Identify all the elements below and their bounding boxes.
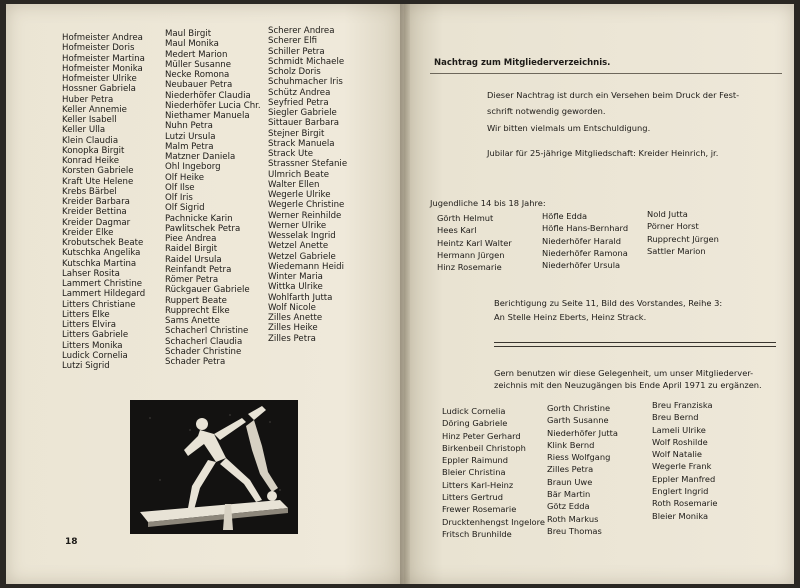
update-line-2: zeichnis mit den Neuzugängen bis Ende April 1971 zu ergänzen.	[494, 380, 762, 390]
member-name: Kutschka Angelika	[62, 248, 141, 259]
member-name: Keller Ulla	[62, 125, 106, 136]
member-name: Lahser Rosita	[62, 268, 120, 279]
member-name: Schütz Andrea	[268, 87, 331, 98]
youth-heading: Jugendliche 14 bis 18 Jahre:	[430, 198, 546, 208]
member-name: Litters Karl-Heinz	[442, 479, 514, 490]
member-name: Nold Jutta	[647, 209, 688, 219]
member-name: Hofmeister Ulrike	[62, 74, 137, 84]
gymnasts-image	[130, 400, 298, 534]
member-name: Schiller Petra	[268, 46, 325, 57]
member-name: Niederhöfer Claudia	[165, 90, 251, 101]
member-name: Rückgauer Gabriele	[165, 285, 250, 296]
member-name: Lutzi Sigrid	[62, 361, 110, 371]
member-name: Eppler Raimund	[442, 455, 509, 466]
member-name: Kreider Bettina	[62, 207, 127, 218]
member-name: Krebs Bärbel	[62, 186, 117, 197]
member-name: Höfle Edda	[542, 211, 588, 221]
member-name: Garth Susanne	[547, 415, 609, 426]
member-name: Konopka Birgit	[62, 145, 125, 156]
member-name: Klein Claudia	[62, 135, 119, 146]
member-name: Ulmrich Beate	[268, 169, 329, 180]
member-name: Scholz Doris	[268, 67, 321, 77]
member-name: Niederhöfer Harald	[542, 235, 622, 246]
member-name: Krobutschek Beate	[62, 238, 144, 248]
intro-line-1: Dieser Nachtrag ist durch ein Versehen beim Druck der Fest-	[487, 90, 740, 100]
member-name: Ohl Ingeborg	[165, 162, 221, 173]
correction-line-1: Berichtigung zu Seite 11, Bild des Vorstandes, Reihe 3:	[494, 298, 723, 308]
member-name: Raidel Ursula	[165, 254, 222, 265]
member-list-column-1	[62, 33, 145, 371]
member-name: Litters Gabriele	[62, 330, 129, 341]
member-name: Hofmeister Monika	[62, 63, 143, 74]
member-name: Klink Bernd	[547, 439, 595, 450]
member-name: Rupprecht Jürgen	[647, 233, 719, 244]
member-name: Niederhöfer Ursula	[542, 260, 621, 271]
member-name: Werner Reinhilde	[268, 210, 342, 221]
member-name: Neubauer Petra	[165, 80, 233, 91]
member-name: Niederhöfer Jutta	[547, 427, 618, 438]
correction-line-2: An Stelle Heinz Eberts, Heinz Strack.	[494, 312, 647, 322]
page-heading: Nachtrag zum Mitgliederverzeichnis.	[434, 58, 611, 68]
apology-text: Wir bitten vielmals um Entschuldigung.	[487, 123, 651, 133]
youth-column-1	[437, 212, 512, 273]
member-name: Walter Ellen	[268, 179, 320, 190]
member-name: Schacherl Christine	[165, 326, 249, 337]
member-name: Lammert Hildegard	[62, 289, 146, 300]
member-name: Scherer Elfi	[268, 36, 318, 47]
new-members-column-2	[547, 402, 618, 537]
member-name: Zilles Petra	[547, 464, 594, 475]
member-name: Necke Romona	[165, 70, 230, 80]
member-name: Schader Petra	[165, 357, 226, 367]
member-name: Bleier Monika	[652, 510, 709, 521]
member-name: Hossner Gabriela	[62, 84, 136, 95]
member-name: Hinz Rosemarie	[437, 262, 502, 273]
member-name: Wiedemann Heidi	[268, 261, 344, 272]
member-name: Malm Petra	[165, 141, 214, 152]
member-name: Korsten Gabriele	[62, 166, 134, 177]
member-name: Ludick Cornelia	[442, 406, 506, 416]
member-name: Wolf Roshilde	[652, 436, 708, 447]
member-name: Pörner Horst	[647, 221, 699, 232]
update-line-1: Gern benutzen wir diese Gelegenheit, um unser Mitgliederver-	[494, 368, 754, 378]
member-name: Englert Ingrid	[652, 486, 709, 497]
member-name: Bleier Christina	[442, 467, 506, 478]
member-name: Sittauer Barbara	[268, 118, 340, 129]
member-name: Sams Anette	[165, 316, 220, 326]
member-name: Kreider Barbara	[62, 197, 130, 207]
member-name: Rupprecht Elke	[165, 305, 230, 316]
member-name: Döring Gabriele	[442, 418, 508, 429]
member-name: Pawlitschek Petra	[165, 223, 241, 234]
member-name: Wolf Natalie	[652, 449, 702, 460]
member-name: Siegler Gabriele	[268, 108, 337, 118]
member-name: Hofmeister Doris	[62, 43, 135, 54]
member-name: Müller Susanne	[165, 59, 232, 70]
member-name: Wegerle Ulrike	[268, 190, 331, 200]
member-name: Sattler Marion	[647, 245, 706, 256]
member-name: Kreider Dagmar	[62, 217, 131, 228]
member-name: Hermann Jürgen	[437, 249, 505, 260]
member-name: Roth Rosemarie	[652, 498, 718, 509]
new-members-column-3	[652, 399, 718, 522]
member-list-column-2	[165, 29, 261, 367]
member-name: Riess Wolfgang	[547, 452, 611, 463]
member-name: Heintz Karl Walter	[437, 237, 512, 248]
member-name: Olf Sigrid	[165, 203, 205, 214]
member-name: Stejner Birgit	[268, 128, 325, 139]
member-name: Wetzel Anette	[268, 241, 329, 252]
member-name: Kraft Ute Helene	[62, 176, 134, 187]
section-divider	[494, 342, 776, 347]
member-list-column-3	[268, 26, 347, 344]
member-name: Wittka Ulrike	[268, 282, 323, 293]
member-name: Matzner Daniela	[165, 152, 236, 162]
member-name: Werner Ulrike	[268, 220, 327, 231]
member-name: Zilles Petra	[268, 333, 316, 344]
member-name: Kreider Elke	[62, 227, 114, 238]
member-name: Niederhöfer Ramona	[542, 247, 628, 258]
member-name: Olf Iris	[165, 193, 193, 203]
member-name: Hofmeister Andrea	[62, 33, 143, 43]
member-name: Kutschka Martina	[62, 258, 137, 269]
member-name: Wegerle Frank	[652, 461, 712, 472]
member-name: Wesselak Ingrid	[268, 231, 336, 241]
member-name: Medert Marion	[165, 49, 228, 60]
member-name: Niederhöfer Lucia Chr.	[165, 100, 261, 111]
youth-column-2	[542, 210, 628, 271]
member-name: Fritsch Brunhilde	[442, 528, 512, 539]
member-name: Niethamer Manuela	[165, 111, 250, 121]
member-name: Frewer Rosemarie	[442, 504, 517, 515]
member-name: Lutzi Ursula	[165, 131, 216, 142]
member-name: Zilles Heike	[268, 323, 318, 334]
member-name: Keller Annemie	[62, 104, 127, 115]
member-name: Schacherl Claudia	[165, 336, 243, 347]
member-name: Wolf Nicole	[268, 302, 316, 313]
member-name: Litters Christiane	[62, 299, 136, 310]
member-name: Gorth Christine	[547, 403, 611, 413]
member-name: Lameli Ulrike	[652, 424, 706, 435]
member-name: Schmidt Michaele	[268, 56, 345, 67]
member-name: Strassner Stefanie	[268, 159, 348, 170]
member-name: Wohlfarth Jutta	[268, 292, 333, 303]
member-name: Roth Markus	[547, 513, 599, 524]
member-name: Lammert Christine	[62, 279, 143, 289]
member-name: Breu Franziska	[652, 400, 713, 410]
member-name: Litters Gertrud	[442, 492, 504, 503]
member-name: Götz Edda	[547, 501, 590, 512]
member-name: Litters Elke	[62, 309, 110, 320]
member-name: Strack Manuela	[268, 138, 335, 149]
member-name: Braun Uwe	[547, 476, 593, 487]
page-number: 18	[65, 537, 78, 547]
book-gutter	[400, 4, 410, 584]
member-name: Schuhmacher Iris	[268, 77, 343, 88]
member-name: Keller Isabell	[62, 115, 117, 125]
member-name: Huber Petra	[62, 94, 114, 105]
member-name: Ruppert Beate	[165, 295, 227, 306]
member-name: Hofmeister Martina	[62, 53, 145, 64]
member-name: Winter Maria	[268, 272, 323, 282]
member-name: Römer Petra	[165, 275, 219, 285]
member-name: Seyfried Petra	[268, 97, 329, 108]
member-name: Wetzel Gabriele	[268, 251, 336, 262]
member-name: Litters Elvira	[62, 320, 117, 330]
member-name: Olf Heike	[165, 172, 205, 183]
youth-column-3	[647, 208, 719, 257]
member-name: Hinz Peter Gerhard	[442, 430, 521, 441]
member-name: Maul Birgit	[165, 29, 212, 39]
member-name: Piee Andrea	[165, 234, 217, 244]
member-name: Bär Martin	[547, 489, 591, 500]
member-name: Breu Thomas	[547, 525, 602, 536]
member-name: Görth Helmut	[437, 213, 494, 223]
member-name: Schader Christine	[165, 346, 242, 357]
member-name: Pachnicke Karin	[165, 213, 233, 224]
member-name: Reinfandt Petra	[165, 264, 232, 275]
jubilar-text: Jubilar für 25-jährige Mitgliedschaft: Kreider Heinrich, jr.	[487, 148, 719, 158]
member-name: Maul Monika	[165, 39, 219, 50]
heading-divider	[430, 73, 782, 74]
member-name: Wegerle Christine	[268, 200, 345, 211]
member-name: Ludick Cornelia	[62, 350, 128, 361]
member-name: Eppler Manfred	[652, 473, 716, 484]
member-name: Nuhn Petra	[165, 121, 213, 132]
member-name: Hees Karl	[437, 225, 477, 236]
new-members-column-1	[442, 405, 545, 540]
member-name: Zilles Anette	[268, 313, 323, 323]
member-name: Drucktenhengst Ingelore	[442, 516, 545, 527]
member-name: Birkenbeil Christoph	[442, 442, 526, 453]
member-name: Litters Monika	[62, 340, 123, 351]
member-name: Scherer Andrea	[268, 26, 335, 36]
member-name: Konrad Heike	[62, 156, 119, 166]
member-name: Raidel Birgit	[165, 244, 218, 255]
member-name: Breu Bernd	[652, 412, 699, 423]
gymnastics-illustration	[130, 400, 298, 534]
member-name: Höfle Hans-Bernhard	[542, 223, 629, 234]
intro-line-2: schrift notwendig geworden.	[487, 106, 606, 116]
member-name: Olf Ilse	[165, 182, 195, 193]
member-name: Strack Ute	[268, 149, 314, 159]
